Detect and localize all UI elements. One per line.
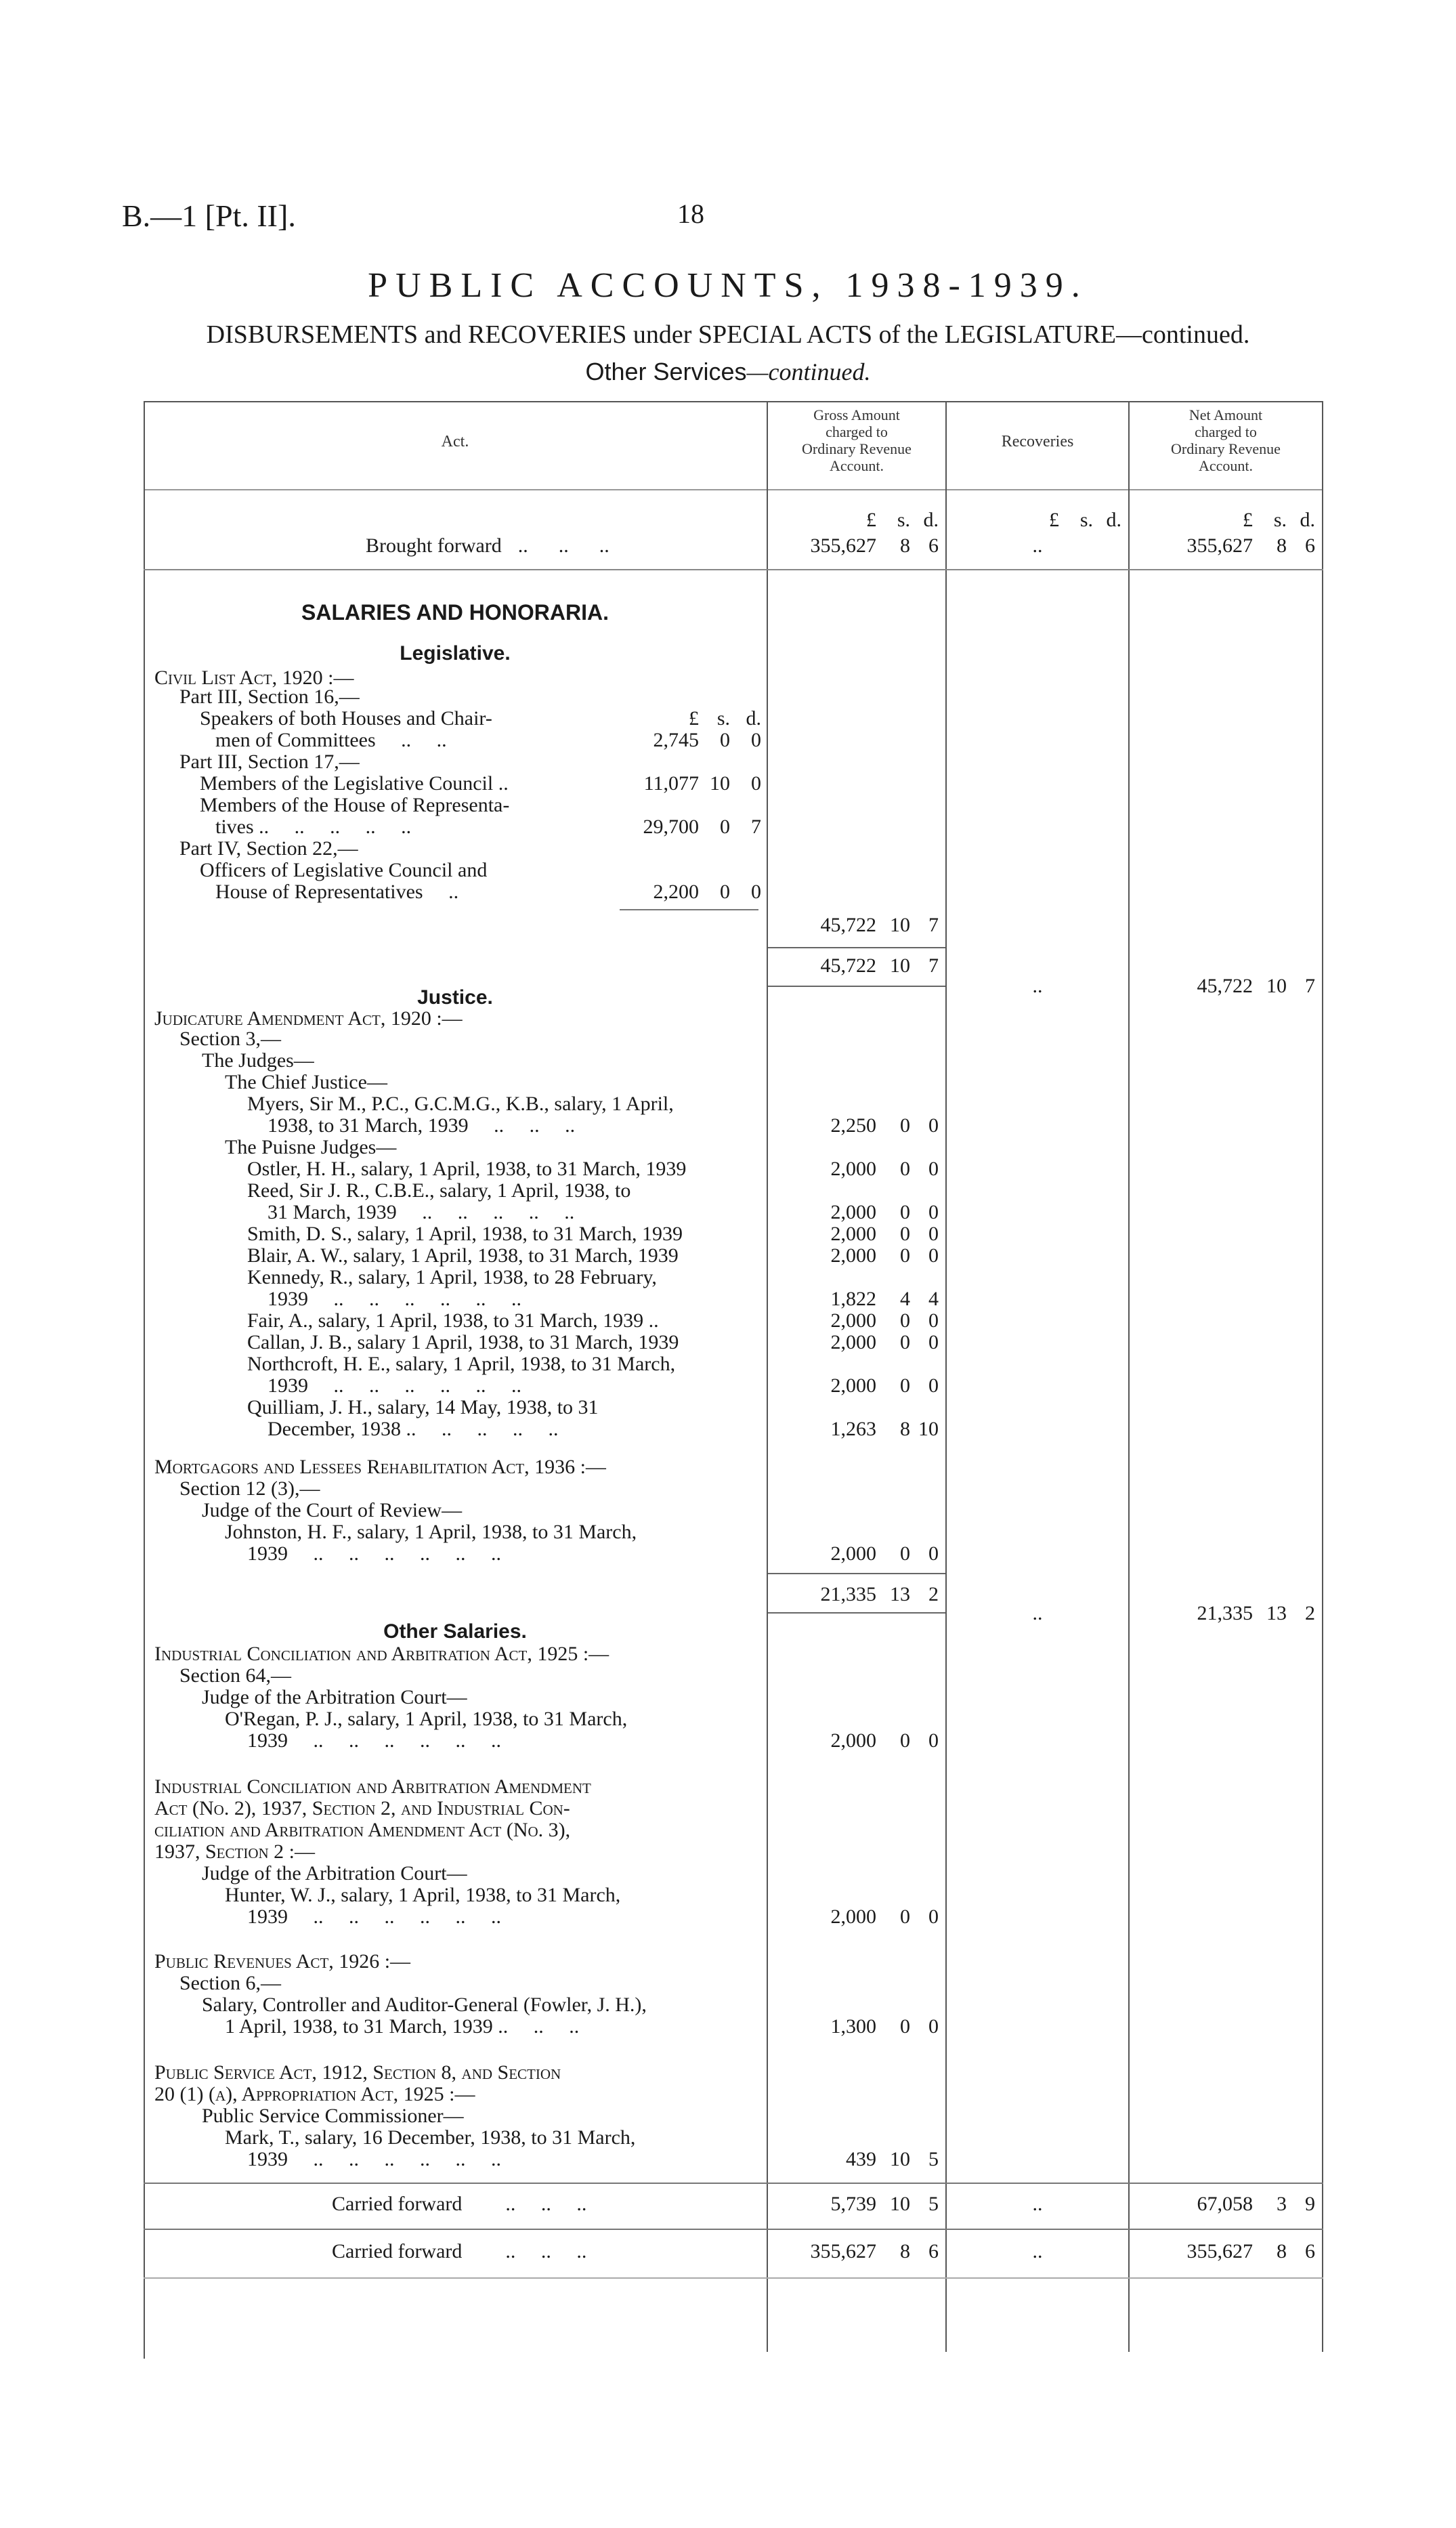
amount-shillings: 8	[1277, 534, 1287, 557]
industrial-amendment-act: Act (No. 2), 1937, Section 2, and Industrial Con-	[154, 1797, 570, 1819]
carried-forward-label	[332, 2241, 586, 2262]
civil-list-act: Civil List Act, 1920 :—	[154, 667, 354, 689]
amount-pence: 0	[751, 881, 761, 903]
amount-shillings: 0	[900, 1729, 910, 1752]
amount-pounds: 355,627	[1186, 2240, 1253, 2262]
amount-pence: 0	[928, 1729, 939, 1752]
justice-line: Smith, D. S., salary, 1 April, 1938, to 31 March, 1939	[247, 1223, 683, 1245]
other-line: Judge of the Arbitration Court—	[202, 1686, 467, 1708]
justice-line: The Puisne Judges—	[225, 1136, 397, 1158]
brought-forward-label	[366, 535, 609, 557]
justice-amount	[768, 1158, 939, 1180]
justice-line: Blair, A. W., salary, 1 April, 1938, to 31 March, 1939	[247, 1244, 679, 1267]
amount-shillings: 0	[900, 1542, 910, 1565]
amount-pence: 6	[1305, 534, 1315, 557]
subtotal-rule	[768, 986, 945, 987]
justice-amount	[768, 1375, 939, 1397]
col-header-act: Act.	[441, 433, 469, 450]
amount-pounds: 2,200	[653, 881, 699, 903]
amount-shillings: 0	[720, 881, 730, 903]
legislative-heading: Legislative.	[400, 642, 511, 665]
other-line: 1939 .. .. .. .. .. ..	[247, 1905, 501, 1928]
amount-pounds: 2,250	[830, 1114, 876, 1137]
other-amount	[768, 1906, 939, 1928]
legislative-inner-amount	[604, 816, 761, 838]
amount-pence: 6	[928, 534, 939, 557]
amount-pounds: 2,000	[830, 1905, 876, 1928]
unit-pound: £	[1243, 509, 1253, 531]
unit-pound: £	[689, 707, 699, 730]
amount-shillings: 13	[890, 1583, 910, 1605]
legislative-line: Part III, Section 17,—	[179, 751, 360, 773]
justice-line: Quilliam, J. H., salary, 14 May, 1938, to 31	[247, 1396, 599, 1418]
carried-forward-net	[1130, 2241, 1315, 2262]
justice-amount	[768, 1245, 939, 1267]
justice-amount	[768, 1288, 939, 1310]
table-top-rule	[144, 401, 1323, 402]
justice-net	[1130, 1603, 1315, 1624]
other-line: Hunter, W. J., salary, 1 April, 1938, to 31 March,	[225, 1884, 621, 1906]
subtotal-rule	[768, 1573, 945, 1574]
amount-pounds: 45,722	[1197, 975, 1253, 997]
amount-shillings: 10	[890, 2193, 910, 2215]
legislative-line: Part III, Section 16,—	[179, 686, 360, 708]
amount-pence: 5	[928, 2148, 939, 2170]
amount-pounds: 355,627	[810, 534, 876, 557]
table-right-rule	[1322, 401, 1323, 2352]
amount-pence: 6	[928, 2240, 939, 2262]
amount-pence: 0	[928, 1158, 939, 1180]
amount-pounds: 29,700	[643, 816, 699, 838]
amount-pounds: 2,000	[830, 1158, 876, 1180]
justice-line: Johnston, H. F., salary, 1 April, 1938, to 31 March,	[225, 1521, 637, 1543]
table-left-rule	[144, 401, 145, 2359]
justice-line: The Judges—	[202, 1049, 314, 1072]
col-header-net-line: Ordinary Revenue	[1171, 440, 1281, 457]
amount-shillings: 8	[900, 1418, 910, 1440]
col-header-recoveries: Recoveries	[1001, 433, 1074, 450]
legislative-line: tives .. .. .. .. ..	[215, 816, 412, 838]
page-number: 18	[677, 198, 704, 229]
amount-pence: 7	[928, 914, 939, 936]
amount-shillings: 4	[900, 1288, 910, 1310]
carried-forward-rule	[144, 2229, 1323, 2230]
section-title-continued: —continued.	[746, 358, 871, 385]
justice-line: 1939 .. .. .. .. .. ..	[267, 1288, 521, 1310]
amount-pounds: 45,722	[820, 914, 876, 936]
amount-pence: 2	[928, 1583, 939, 1605]
amount-shillings: 0	[900, 1374, 910, 1397]
carried-forward-recoveries: ..	[1032, 2240, 1043, 2262]
brought-forward-gross	[768, 535, 939, 557]
justice-amount	[768, 1543, 939, 1565]
amount-pence: 7	[751, 816, 761, 838]
carried-forward-text: Carried forward	[332, 2240, 463, 2262]
other-line: 1939 .. .. .. .. .. ..	[247, 1729, 501, 1752]
section-title	[0, 358, 1456, 386]
justice-line: December, 1938 .. .. .. .. ..	[267, 1418, 559, 1440]
justice-heading: Justice.	[417, 986, 493, 1009]
other-line: 1939 .. .. .. .. .. ..	[247, 2148, 501, 2170]
carried-forward-rule	[144, 2183, 1323, 2184]
col-header-net-line: Net Amount	[1189, 406, 1263, 423]
carried-forward-gross	[768, 2193, 939, 2215]
amount-pence: 7	[1305, 975, 1315, 997]
justice-line: Reed, Sir J. R., C.B.E., salary, 1 April, 1938, to	[247, 1179, 631, 1202]
col-rule-gross-right	[945, 401, 947, 2352]
other-amount	[768, 2016, 939, 2038]
amount-shillings: 0	[900, 1201, 910, 1223]
amount-shillings: 0	[900, 1244, 910, 1267]
justice-line: Fair, A., salary, 1 April, 1938, to 31 March, 1939 ..	[247, 1309, 659, 1332]
justice-line: Callan, J. B., salary 1 April, 1938, to 31 March, 1939	[247, 1331, 679, 1353]
amount-pounds: 21,335	[1197, 1602, 1253, 1624]
salaries-heading: SALARIES AND HONORARIA.	[301, 600, 609, 625]
justice-amount	[768, 1202, 939, 1223]
justice-line: Judge of the Court of Review—	[202, 1499, 463, 1521]
amount-pounds: 2,745	[653, 729, 699, 751]
amount-pounds: 2,000	[830, 1374, 876, 1397]
industrial-amendment-act: Industrial Conciliation and Arbitration Amendment	[154, 1775, 591, 1798]
justice-line: Northcroft, H. E., salary, 1 April, 1938, to 31 March,	[247, 1353, 676, 1375]
justice-amount	[768, 1115, 939, 1137]
legislative-inner-amount	[604, 730, 761, 751]
legislative-inner-units	[604, 708, 761, 730]
brought-forward-recoveries: ..	[1032, 534, 1043, 557]
public-revenues-act: Public Revenues Act, 1926 :—	[154, 1950, 411, 1973]
mortgagors-act: Mortgagors and Lessees Rehabilitation Act, 1936 :—	[154, 1456, 606, 1478]
amount-shillings: 8	[900, 534, 910, 557]
unit-pence: d.	[1300, 509, 1315, 531]
inner-total-rule	[620, 909, 758, 910]
amount-pounds: 11,077	[643, 772, 699, 795]
justice-line: Section 12 (3),—	[179, 1477, 320, 1500]
amount-pounds: 2,000	[830, 1201, 876, 1223]
unit-pence: d.	[746, 707, 761, 730]
page-title: PUBLIC ACCOUNTS, 1938-1939.	[368, 266, 1088, 305]
justice-amount	[768, 1418, 939, 1440]
amount-pence: 4	[928, 1288, 939, 1310]
amount-shillings: 0	[900, 1331, 910, 1353]
other-salaries-heading: Other Salaries.	[383, 1620, 527, 1643]
amount-pounds: 2,000	[830, 1331, 876, 1353]
amount-pounds: 21,335	[820, 1583, 876, 1605]
amount-shillings: 0	[900, 1223, 910, 1245]
amount-pence: 0	[928, 1244, 939, 1267]
justice-line: Kennedy, R., salary, 1 April, 1938, to 28 February,	[247, 1266, 657, 1288]
justice-recoveries: ..	[1032, 1602, 1043, 1624]
other-line: Section 6,—	[179, 1972, 281, 1994]
amount-pence: 0	[928, 1114, 939, 1137]
amount-pounds: 1,263	[830, 1418, 876, 1440]
amount-pounds: 2,000	[830, 1309, 876, 1332]
amount-pence: 9	[1305, 2193, 1315, 2215]
justice-line: 31 March, 1939 .. .. .. .. ..	[267, 1201, 575, 1223]
justice-line: Ostler, H. H., salary, 1 April, 1938, to 31 March, 1939	[247, 1158, 687, 1180]
amount-pence: 0	[928, 1905, 939, 1928]
other-line: O'Regan, P. J., salary, 1 April, 1938, to 31 March,	[225, 1708, 628, 1730]
amount-shillings: 10	[710, 772, 730, 795]
other-line: Section 64,—	[179, 1664, 291, 1687]
col-header-gross-line: Ordinary Revenue	[802, 440, 912, 457]
amount-pence: 10	[918, 1418, 939, 1440]
carried-forward-gross	[768, 2241, 939, 2262]
amount-pounds: 67,058	[1197, 2193, 1253, 2215]
justice-line: Myers, Sir M., P.C., G.C.M.G., K.B., salary, 1 April,	[247, 1093, 674, 1115]
amount-pounds: 2,000	[830, 1729, 876, 1752]
industrial-act-1925: Industrial Conciliation and Arbitration Act, 1925 :—	[154, 1643, 609, 1665]
unit-pence: d.	[923, 509, 939, 531]
units-gross	[768, 509, 939, 531]
carried-forward-recoveries: ..	[1032, 2193, 1043, 2215]
amount-pounds: 1,300	[830, 2015, 876, 2038]
other-line: 1 April, 1938, to 31 March, 1939 .. .. ..	[225, 2015, 580, 2038]
amount-pence: 0	[928, 1309, 939, 1332]
amount-pounds: 2,000	[830, 1244, 876, 1267]
subtotal-rule	[768, 1612, 945, 1614]
col-header-gross-line: charged to	[826, 423, 888, 440]
amount-shillings: 8	[1277, 2240, 1287, 2262]
amount-pounds: 5,739	[830, 2193, 876, 2215]
leader-dots: .. .. ..	[505, 2193, 587, 2215]
amount-pence: 5	[928, 2193, 939, 2215]
legislative-inner-amount	[604, 773, 761, 795]
legislative-line: House of Representatives ..	[215, 881, 459, 903]
amount-pence: 0	[928, 1223, 939, 1245]
col-rule-net-left	[1128, 401, 1130, 2352]
table-bottom-rule	[144, 2277, 1323, 2279]
brought-forward-rule	[144, 569, 1323, 570]
legislative-subtotal	[768, 955, 939, 977]
col-header-gross-line: Gross Amount	[813, 406, 900, 423]
units-recoveries	[947, 509, 1121, 531]
amount-pounds: 355,627	[810, 2240, 876, 2262]
amount-pence: 6	[1305, 2240, 1315, 2262]
unit-shilling: s.	[897, 509, 910, 531]
amount-pounds: 45,722	[820, 954, 876, 977]
unit-shilling: s.	[1079, 509, 1093, 531]
amount-shillings: 10	[1266, 975, 1287, 997]
legislative-inner-amount	[604, 881, 761, 903]
col-header-net-line: Account.	[1198, 457, 1254, 474]
leader-dots: .. .. ..	[517, 534, 609, 557]
unit-pound: £	[1049, 509, 1059, 531]
section-title-main: Other Services	[585, 358, 747, 385]
amount-pence: 0	[751, 772, 761, 795]
carried-forward-label	[332, 2193, 586, 2215]
industrial-amendment-act: ciliation and Arbitration Amendment Act (No. 3),	[154, 1819, 571, 1841]
other-line: Mark, T., salary, 16 December, 1938, to 31 March,	[225, 2126, 636, 2149]
amount-shillings: 0	[900, 1114, 910, 1137]
amount-pence: 0	[928, 2015, 939, 2038]
col-header-gross-line: Account.	[829, 457, 884, 474]
amount-pounds: 2,000	[830, 1542, 876, 1565]
justice-amount	[768, 1223, 939, 1245]
amount-pence: 0	[751, 729, 761, 751]
public-service-act: Public Service Act, 1912, Section 8, and Section	[154, 2061, 561, 2084]
legislative-line: Members of the House of Representa-	[200, 794, 510, 816]
amount-pounds: 2,000	[830, 1223, 876, 1245]
unit-shilling: s.	[716, 707, 730, 730]
brought-forward-net	[1130, 535, 1315, 557]
document-reference: B.—1 [Pt. II].	[122, 198, 296, 233]
amount-pounds: 1,822	[830, 1288, 876, 1310]
amount-shillings: 0	[900, 1905, 910, 1928]
units-net	[1130, 509, 1315, 531]
amount-shillings: 13	[1266, 1602, 1287, 1624]
industrial-amendment-act: 1937, Section 2 :—	[154, 1840, 316, 1863]
amount-shillings: 0	[720, 816, 730, 838]
legislative-line: Part IV, Section 22,—	[179, 837, 358, 860]
carried-forward-text: Carried forward	[332, 2193, 463, 2215]
legislative-total	[768, 914, 939, 936]
amount-pence: 0	[928, 1331, 939, 1353]
amount-shillings: 10	[890, 914, 910, 936]
carried-forward-net	[1130, 2193, 1315, 2215]
other-line: Salary, Controller and Auditor-General (Fowler, J. H.),	[202, 1994, 647, 2016]
amount-shillings: 10	[890, 954, 910, 977]
amount-pence: 0	[928, 1542, 939, 1565]
amount-shillings: 3	[1277, 2193, 1287, 2215]
justice-subtotal	[768, 1584, 939, 1605]
other-line: Public Service Commissioner—	[202, 2105, 464, 2127]
unit-pence: d.	[1106, 509, 1121, 531]
col-header-gross	[768, 406, 945, 474]
other-line: Judge of the Arbitration Court—	[202, 1862, 467, 1884]
other-amount	[768, 1730, 939, 1752]
legislative-recoveries: ..	[1032, 975, 1043, 997]
legislative-line: Speakers of both Houses and Chair-	[200, 707, 492, 730]
justice-line: The Chief Justice—	[225, 1071, 387, 1093]
other-amount	[768, 2149, 939, 2170]
amount-pence: 0	[928, 1201, 939, 1223]
subtotal-rule	[768, 947, 945, 948]
amount-pence: 2	[1305, 1602, 1315, 1624]
col-header-net-line: charged to	[1195, 423, 1257, 440]
legislative-line: Members of the Legislative Council ..	[200, 772, 509, 795]
amount-shillings: 0	[900, 1309, 910, 1332]
legislative-net	[1130, 975, 1315, 997]
justice-amount	[768, 1332, 939, 1353]
judicature-act: Judicature Amendment Act, 1920 :—	[154, 1007, 463, 1030]
brought-forward-text: Brought forward	[366, 534, 502, 557]
amount-shillings: 0	[900, 2015, 910, 2038]
amount-pounds: 439	[846, 2148, 876, 2170]
justice-line: 1938, to 31 March, 1939 .. .. ..	[267, 1114, 576, 1137]
leader-dots: .. .. ..	[505, 2240, 587, 2262]
amount-shillings: 0	[900, 1158, 910, 1180]
justice-line: 1939 .. .. .. .. .. ..	[267, 1374, 521, 1397]
justice-line: Section 3,—	[179, 1028, 281, 1050]
col-header-net	[1130, 406, 1322, 474]
justice-line: 1939 .. .. .. .. .. ..	[247, 1542, 501, 1565]
legislative-line: men of Committees .. ..	[215, 729, 447, 751]
amount-pence: 7	[928, 954, 939, 977]
header-bottom-rule	[144, 489, 1323, 490]
amount-pence: 0	[928, 1374, 939, 1397]
amount-shillings: 8	[900, 2240, 910, 2262]
justice-amount	[768, 1310, 939, 1332]
amount-shillings: 0	[720, 729, 730, 751]
legislative-line: Officers of Legislative Council and	[200, 859, 488, 881]
unit-shilling: s.	[1273, 509, 1287, 531]
public-service-act: 20 (1) (a), Appropriation Act, 1925 :—	[154, 2083, 475, 2105]
page-subtitle: DISBURSEMENTS and RECOVERIES under SPECIAL ACTS of the LEGISLATURE—continued.	[206, 320, 1250, 349]
amount-pounds: 355,627	[1186, 534, 1253, 557]
amount-shillings: 10	[890, 2148, 910, 2170]
unit-pound: £	[866, 509, 876, 531]
